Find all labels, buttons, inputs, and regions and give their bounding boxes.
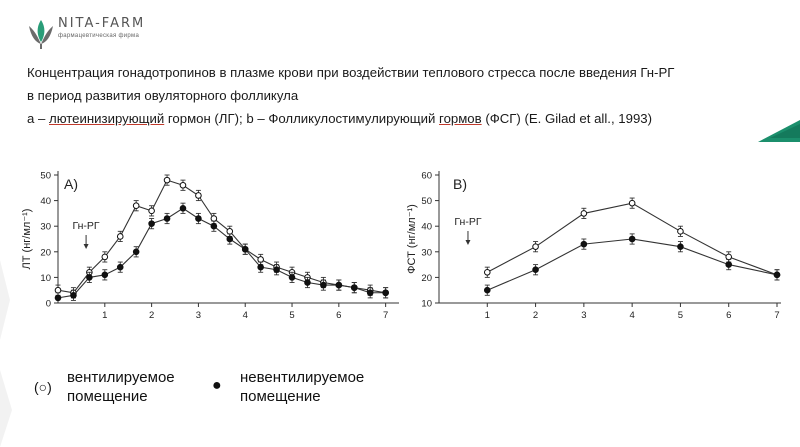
fsh-point-filled [678,244,684,250]
lh-point-filled [133,249,139,255]
lh-x-tick-label: 4 [242,310,248,321]
lh-point-filled [305,280,311,286]
legend-open [34,368,204,408]
fsh-x-tick-label: 2 [532,310,539,321]
lh-point-filled [289,275,295,281]
legend-open-label-2: помещение [67,388,148,405]
fsh-point-filled [726,262,732,268]
fsh-y-tick-label: 60 [421,170,432,182]
lh-point-open [258,257,264,263]
left-decoration-icon [0,260,14,447]
lh-point-open [164,177,170,183]
caption-line-2: в период развития овуляторного фолликула [27,88,299,103]
fsh-point-filled [581,241,587,247]
fsh-point-open [629,200,635,206]
lh-x-tick-label: 3 [195,310,202,321]
fsh-point-filled [774,272,780,278]
lh-point-filled [367,290,373,296]
fsh-y-tick-label: 40 [421,221,432,233]
lh-x-tick-label: 5 [289,310,295,321]
caption-word-lh: лютеинизирующий [49,111,165,126]
legend-filled-label-1: невентилируемое [240,369,365,386]
fsh-y-tick-label: 50 [421,196,432,208]
caption-word-hormone: гормов [439,111,482,126]
legend-open-label-1: вентилируемое [67,369,175,386]
corner-arrow-icon [756,120,800,142]
fsh-series-filled-line [487,239,777,290]
legend-filled [212,368,412,408]
fsh-x-tick-label: 7 [774,310,780,321]
lh-point-open [117,234,123,240]
lh-x-tick-label: 6 [336,310,342,321]
lh-point-open [55,287,61,293]
fsh-point-open [581,211,587,217]
chart-fsh [406,165,790,325]
caption-line-3 [27,107,747,130]
lh-point-filled [196,216,202,222]
lh-point-filled [117,264,123,270]
lh-point-filled [274,267,280,273]
fsh-annotation: Гн-РГ [454,216,482,228]
fsh-y-tick-label: 20 [421,272,432,284]
lh-point-filled [180,205,186,211]
lh-point-filled [351,285,357,291]
lh-y-tick-label: 30 [40,221,51,233]
fsh-y-tick-label: 30 [421,247,432,259]
lh-point-filled [383,290,389,296]
fsh-point-open [533,244,539,250]
lh-point-filled [258,264,264,270]
lh-point-open [133,203,139,209]
lh-point-filled [87,275,93,281]
fsh-x-tick-label: 4 [629,310,635,321]
lh-point-open [102,254,108,260]
lh-y-tick-label: 10 [40,272,51,284]
fsh-x-tick-label: 5 [677,310,684,321]
lh-panel-label: A) [64,176,78,192]
caption-part-a: a – [27,111,49,126]
lh-x-tick-label: 1 [102,310,108,321]
fsh-point-open [484,269,490,275]
caption-part-c: (ФСГ) (E. Gilad et all., 1993) [481,111,652,126]
legend-open-symbol: (○) [34,379,52,395]
lh-point-filled [164,216,170,222]
lh-point-open [227,229,233,235]
lh-y-tick-label: 40 [40,196,51,208]
lh-point-filled [336,282,342,288]
fsh-point-filled [484,287,490,293]
lh-annotation-arrowhead [84,244,89,249]
logo-tulip-icon [26,16,56,50]
caption-line-1: Концентрация гонадотропинов в плазме крови при воздействии теплового стресса после введения Гн-РГ [27,65,675,80]
fsh-point-open [726,254,732,260]
legend-filled-label-2: помещение [240,388,321,405]
fsh-x-tick-label: 6 [726,310,732,321]
brand-tagline: фармацевтическая фирма [58,33,140,39]
caption-text [27,61,747,130]
lh-point-open [211,216,217,222]
fsh-point-filled [533,267,539,273]
lh-point-filled [321,282,327,288]
fsh-x-tick-label: 3 [581,310,587,321]
lh-point-filled [149,221,155,227]
lh-point-open [196,193,202,199]
lh-x-tick-label: 2 [148,310,155,321]
fsh-point-filled [629,236,635,242]
lh-point-filled [211,223,217,229]
fsh-panel-label: B) [453,176,467,192]
lh-y-tick-label: 0 [45,298,51,310]
brand-name: NITA-FARM [58,16,146,31]
lh-annotation: Гн-РГ [72,220,100,232]
lh-y-tick-label: 50 [40,170,51,182]
fsh-annotation-arrowhead [465,240,470,245]
lh-point-filled [102,272,108,278]
fsh-y-tick-label: 10 [421,298,432,310]
lh-point-filled [227,236,233,242]
fsh-point-open [678,229,684,235]
lh-point-filled [55,295,61,301]
lh-y-tick-label: 20 [40,247,51,259]
lh-point-open [149,208,155,214]
lh-point-filled [71,293,77,299]
fsh-y-axis-title: ФСТ (нг/мл⁻¹) [406,204,418,274]
caption-part-b: гормон (ЛГ); b – Фолликулостимулирующий [164,111,440,126]
chart-lh [20,165,405,325]
lh-y-axis-title: ЛТ (нг/мл⁻¹) [21,208,33,270]
fsh-x-tick-label: 1 [484,310,490,321]
lh-x-tick-label: 7 [382,310,389,321]
lh-point-open [180,182,186,188]
lh-point-filled [242,246,248,252]
legend-filled-symbol: ● [212,377,222,394]
